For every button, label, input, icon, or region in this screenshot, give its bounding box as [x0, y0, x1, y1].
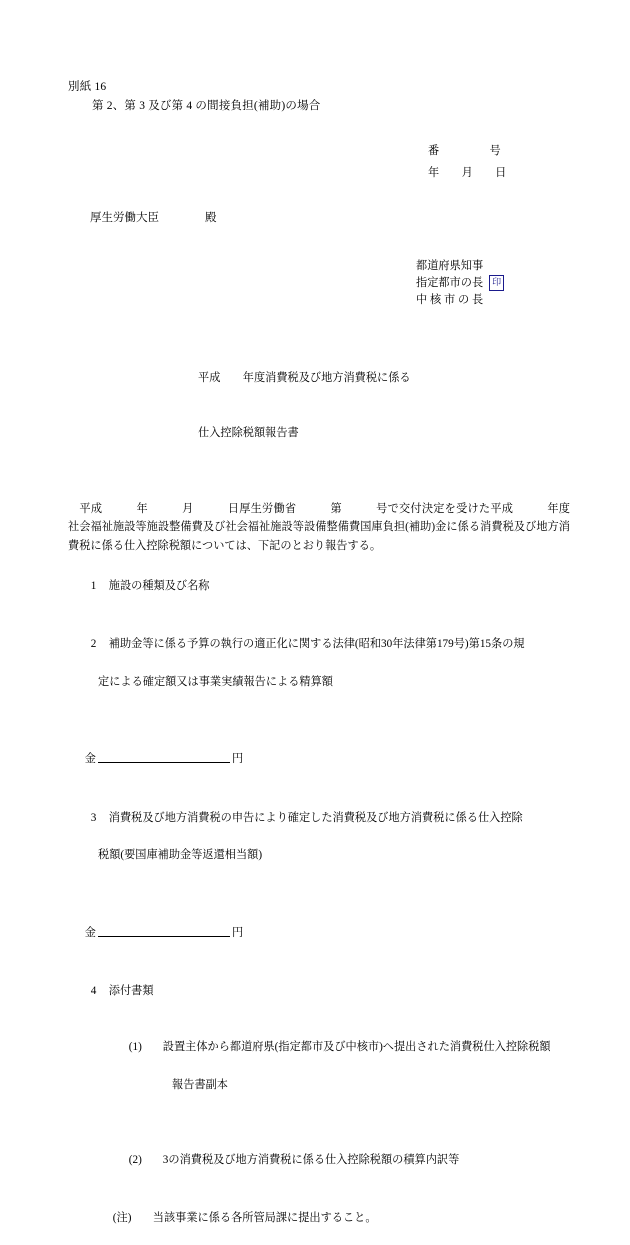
item-3-number: 3: [90, 811, 97, 824]
amount-field-3: [68, 906, 570, 960]
sub-item-2: [112, 1132, 570, 1188]
item-2-continuation: 定による確定額又は事業実績報告による精算額: [98, 675, 333, 688]
date-row: 年 月 日: [428, 167, 507, 180]
amount-2-prefix: 金: [84, 753, 96, 766]
amount-field-2: [68, 732, 570, 786]
item-1-text: 施設の種類及び名称: [108, 579, 210, 592]
item-3-text: 消費税及び地方消費税の申告により確定した消費税及び地方消費税に係る仕入控除: [108, 811, 523, 824]
note-label: (注): [112, 1211, 132, 1224]
item-3: [68, 790, 570, 903]
form-subtitle: 第 2、第 3 及び第 4 の間接負担(補助)の場合: [92, 99, 321, 112]
item-1-number: 1: [90, 579, 97, 592]
document-heading-line1: 平成 年度消費税及び地方消費税に係る: [198, 371, 411, 384]
amount-2-suffix: 円: [231, 753, 244, 766]
form-number: 別紙 16: [68, 81, 107, 93]
item-3-continuation: 税額(要国庫補助金等返還相当額): [98, 849, 263, 862]
amount-2-blank[interactable]: [98, 750, 230, 763]
item-4-text: 添付書類: [108, 984, 154, 997]
amount-3-suffix: 円: [231, 926, 244, 939]
sub-item-1: [112, 1019, 570, 1132]
number-row: 番 号: [428, 145, 501, 158]
seal-icon: 印: [489, 275, 504, 291]
sub-item-1-label: (1): [128, 1041, 142, 1054]
item-1: [68, 558, 570, 614]
issuer-line-prefecture: 都道府県知事: [416, 259, 484, 272]
sub-item-2-label: (2): [128, 1154, 142, 1167]
amount-3-prefix: 金: [84, 926, 96, 939]
item-4: [68, 963, 570, 1019]
amount-3-blank[interactable]: [98, 924, 230, 937]
document-heading-line2: 仕入控除税額報告書: [198, 427, 299, 440]
item-2-number: 2: [90, 638, 97, 651]
item-2-text: 補助金等に係る予算の執行の適正化に関する法律(昭和30年法律第179号)第15条の規: [108, 638, 525, 651]
sub-item-2-text: 3の消費税及び地方消費税に係る仕入控除税額の積算内訳等: [162, 1154, 460, 1167]
sub-item-1-continuation: 報告書副本: [172, 1078, 228, 1091]
issuer-block: [416, 258, 570, 310]
note-line: [96, 1191, 570, 1245]
issuer-line-core-city: 中 核 市 の 長: [416, 294, 484, 307]
note-text: 当該事業に係る各所管局課に提出すること。: [152, 1211, 377, 1224]
sub-item-1-text: 設置主体から都道府県(指定都市及び中核市)へ提出された消費税仕入控除税額: [162, 1041, 551, 1054]
body-paragraph: 平成 年 月 日厚生労働省 第 号で交付決定を受けた平成 年度社会福祉施設等施設整備費及び社会福祉施設等設備整備費国庫負担(補助)金に係る消費税及び地方消費税に係る仕入控除税額については、下記のとおり報告する。: [68, 502, 570, 553]
item-2: [68, 616, 570, 729]
document-heading: [198, 332, 570, 480]
number-date-block: [428, 141, 570, 185]
issuer-line-designated-city-label: 指定都市の長: [416, 276, 484, 289]
issuer-line-designated-city: [416, 275, 570, 292]
addressee: 厚生労働大臣 殿: [90, 211, 217, 224]
item-4-number: 4: [90, 984, 97, 997]
